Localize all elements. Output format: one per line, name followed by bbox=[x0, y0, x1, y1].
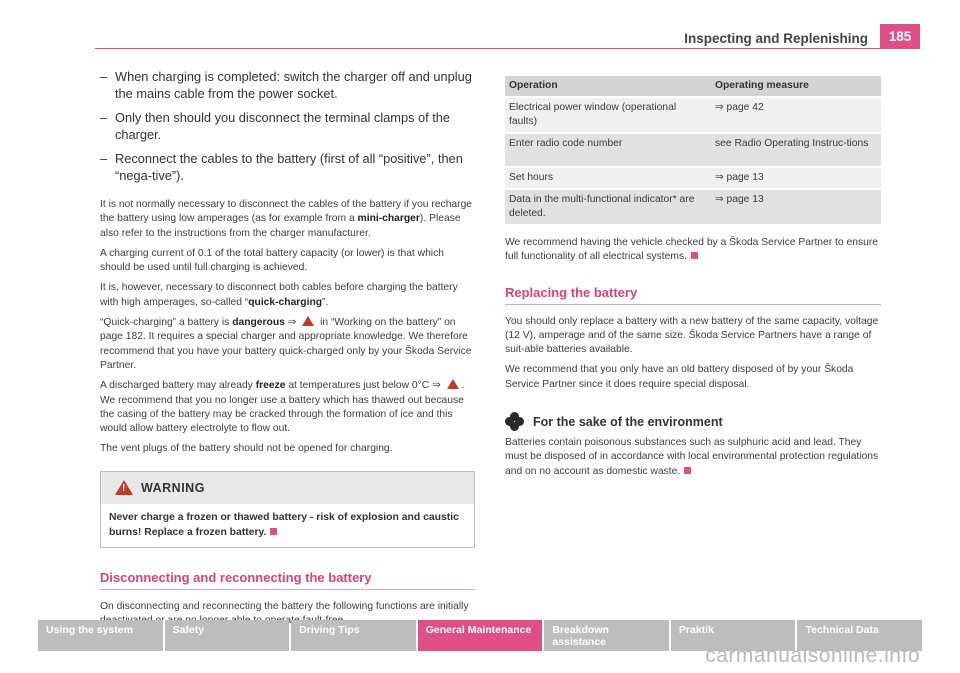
table-row bbox=[505, 167, 881, 189]
table-header-operation: Operation bbox=[505, 76, 711, 97]
paragraph-mini-charger: It is not normally necessary to disconnect the cables of the battery if you recharge the battery using low amperages (as for example from a mini-charger). Please also refer to the instructions from the charger manufacturer. bbox=[100, 199, 473, 239]
step-text: When charging is completed: switch the charger off and unplug the mains cable from the power socket. bbox=[115, 69, 472, 101]
end-of-section-icon bbox=[270, 528, 277, 535]
table-cell: Electrical power window (operational faults) bbox=[505, 97, 711, 133]
step-item: – Reconnect the cables to the battery (first of all “positive”, then “nega-tive”). bbox=[100, 151, 463, 183]
table-cell[interactable]: ⇒ page 13 bbox=[711, 167, 881, 189]
table-cell: Data in the multi-functional indicator* are deleted. bbox=[505, 189, 711, 224]
flower-icon bbox=[505, 412, 525, 432]
section-heading-replacing: Replacing the battery bbox=[505, 285, 881, 305]
end-of-section-icon bbox=[684, 467, 691, 474]
table-cell: Set hours bbox=[505, 167, 711, 189]
step-item: – When charging is completed: switch the charger off and unplug the mains cable from the power socket. bbox=[100, 69, 472, 101]
table-row bbox=[505, 97, 881, 133]
warning-triangle-icon[interactable] bbox=[302, 316, 314, 326]
end-of-section-icon bbox=[691, 252, 698, 259]
table-row bbox=[505, 133, 881, 167]
tab-breakdown-assistance[interactable]: Breakdown assistance bbox=[544, 620, 669, 651]
right-column bbox=[505, 76, 881, 485]
tab-praktik[interactable]: Praktik bbox=[671, 620, 796, 651]
table-cell[interactable]: ⇒ page 42 bbox=[711, 97, 881, 133]
tab-safety[interactable]: Safety bbox=[165, 620, 290, 651]
warning-text: Never charge a frozen or thawed battery - risk of explosion and caustic burns! Replace a frozen battery. bbox=[109, 511, 459, 538]
warning-icon bbox=[115, 480, 133, 495]
paragraph-charging-current: A charging current of 0.1 of the total battery capacity (or lower) is that which should be used until full charging is achieved. bbox=[100, 247, 444, 274]
warning-triangle-icon[interactable] bbox=[447, 379, 459, 389]
paragraph-vehicle-check: We recommend having the vehicle checked by a Škoda Service Partner to ensure full functionality of all electrical systems. bbox=[505, 237, 878, 263]
paragraph-replace-battery: You should only replace a battery with a new battery of the same capacity, voltage (12 V), amperage and of the same size. Škoda Service Partners have a range of suit-able batteries available. bbox=[505, 315, 879, 356]
tab-technical-data[interactable]: Technical Data bbox=[797, 620, 922, 651]
section-heading-disconnecting: Disconnecting and reconnecting the battery bbox=[100, 570, 475, 590]
operations-table bbox=[505, 76, 881, 224]
page-number: 185 bbox=[880, 24, 920, 49]
paragraph-quick-charging: It is, however, necessary to disconnect both cables before charging the battery with high amperages, so-called “quick-charging”. bbox=[100, 282, 458, 308]
table-cell: see Radio Operating Instruc-tions bbox=[711, 133, 881, 167]
paragraph-freeze: A discharged battery may already freeze at temperatures just below 0°C ⇒ . We recommend that you no longer use a battery which has thawed out because the casing of the battery may be cracked through the formation of ice and this would allow battery electrolyte to flow out. bbox=[100, 380, 465, 435]
page-title: Inspecting and Replenishing bbox=[684, 31, 868, 46]
tab-driving-tips[interactable]: Driving Tips bbox=[291, 620, 416, 651]
warning-title: WARNING bbox=[141, 480, 205, 495]
tab-using-the-system[interactable]: Using the system bbox=[38, 620, 163, 651]
paragraph-environment: Batteries contain poisonous substances such as sulphuric acid and lead. They must be disposed of in accordance with local environmental protection regulations and on no account as domestic waste. bbox=[505, 437, 879, 477]
paragraph-disconnecting: On disconnecting and reconnecting the battery the following functions are initially bbox=[100, 600, 469, 612]
environment-title: For the sake of the environment bbox=[533, 415, 723, 430]
table-row bbox=[505, 189, 881, 224]
table-header-measure: Operating measure bbox=[711, 76, 881, 97]
table-cell: Enter radio code number bbox=[505, 133, 711, 167]
left-column bbox=[100, 68, 475, 634]
tab-general-maintenance[interactable]: General Maintenance bbox=[418, 620, 543, 651]
watermark: carmanualsonline.info bbox=[705, 644, 920, 667]
step-text: Only then should you disconnect the terminal clamps of the charger. bbox=[115, 110, 451, 142]
table-cell[interactable]: ⇒ page 13 bbox=[711, 189, 881, 224]
environment-heading bbox=[505, 412, 881, 432]
paragraph-vent-plugs: The vent plugs of the battery should not be opened for charging. bbox=[100, 443, 393, 455]
paragraph-disposal: We recommend that you only have an old battery disposed of by your Škoda Service Partner since it does require special disposal. bbox=[505, 364, 854, 390]
header-divider bbox=[95, 48, 920, 49]
step-text: Reconnect the cables to the battery (first of all “positive”, then “nega-tive”). bbox=[115, 151, 463, 183]
warning-box bbox=[100, 471, 475, 548]
warning-header bbox=[101, 472, 474, 504]
paragraph-dangerous: “Quick-charging” a battery is dangerous ⇒ in “Working on the battery” on page 182. It requires a special charger and appropriate knowledge. We therefore recommend that you have your battery quick-charged only by your Škoda Service Partner. bbox=[100, 317, 472, 371]
step-item: – Only then should you disconnect the terminal clamps of the charger. bbox=[100, 110, 451, 142]
page-header bbox=[0, 0, 960, 50]
